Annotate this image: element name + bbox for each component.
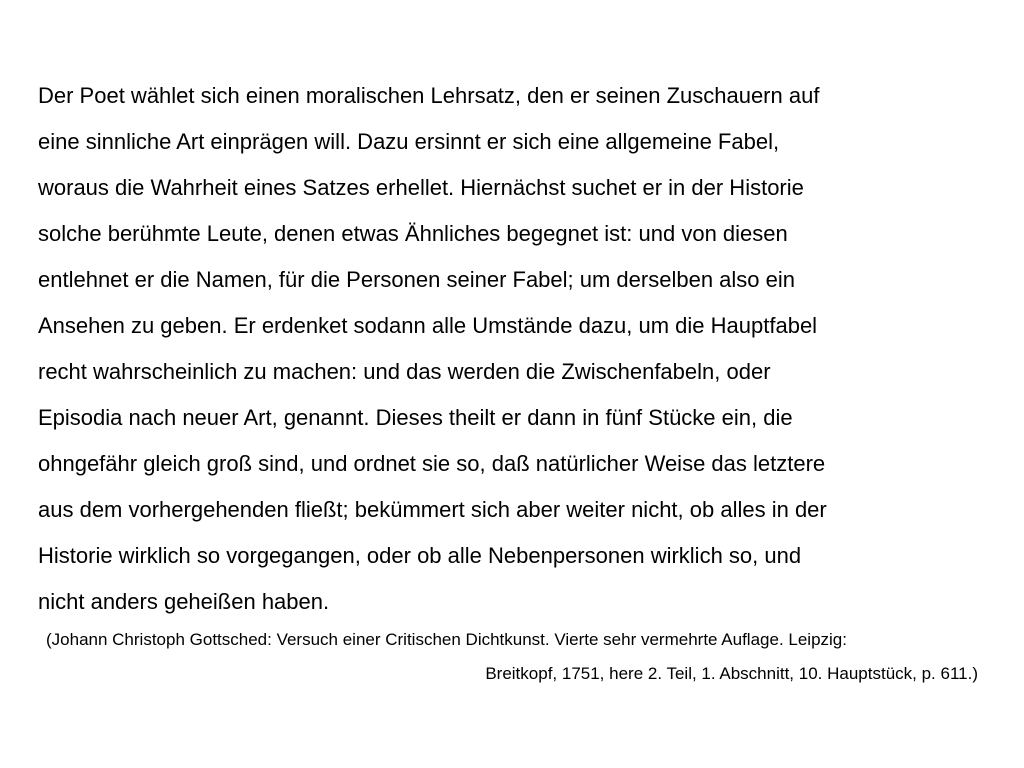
quote-line: solche berühmte Leute, denen etwas Ähnliches begegnet ist: und von diesen bbox=[38, 221, 788, 246]
quote-line: aus dem vorhergehenden fließt; bekümmert sich aber weiter nicht, ob alles in der bbox=[38, 497, 827, 522]
quote-line: woraus die Wahrheit eines Satzes erhellet. Hiernächst suchet er in der Historie bbox=[38, 175, 804, 200]
quote-line: Ansehen zu geben. Er erdenket sodann alle Umstände dazu, um die Hauptfabel bbox=[38, 313, 818, 338]
quote-line: Der Poet wählet sich einen moralischen Lehrsatz, den er seinen Zuschauern auf bbox=[38, 83, 820, 108]
quote-line: entlehnet er die Namen, für die Personen seiner Fabel; um derselben also ein bbox=[38, 267, 796, 292]
quote-line: recht wahrscheinlich zu machen: und das werden die Zwischenfabeln, oder bbox=[38, 359, 771, 384]
quote-line: eine sinnliche Art einprägen will. Dazu ersinnt er sich eine allgemeine Fabel, bbox=[38, 129, 780, 154]
quote-paragraph bbox=[38, 73, 998, 625]
quote-line: nicht anders geheißen haben. bbox=[38, 589, 330, 614]
quote-line: Episodia nach neuer Art, genannt. Dieses theilt er dann in fünf Stücke ein, die bbox=[38, 405, 793, 430]
citation-line-2: Breitkopf, 1751, here 2. Teil, 1. Abschnitt, 10. Hauptstück, p. 611.) bbox=[485, 664, 978, 683]
citation-line-1: (Johann Christoph Gottsched: Versuch einer Critischen Dichtkunst. Vierte sehr vermehrte Auflage. Leipzig: bbox=[46, 630, 847, 649]
quote-line: Historie wirklich so vorgegangen, oder ob alle Nebenpersonen wirklich so, und bbox=[38, 543, 802, 568]
citation bbox=[0, 623, 1024, 691]
quote-line: ohngefähr gleich groß sind, und ordnet sie so, daß natürlicher Weise das letztere bbox=[38, 451, 826, 476]
